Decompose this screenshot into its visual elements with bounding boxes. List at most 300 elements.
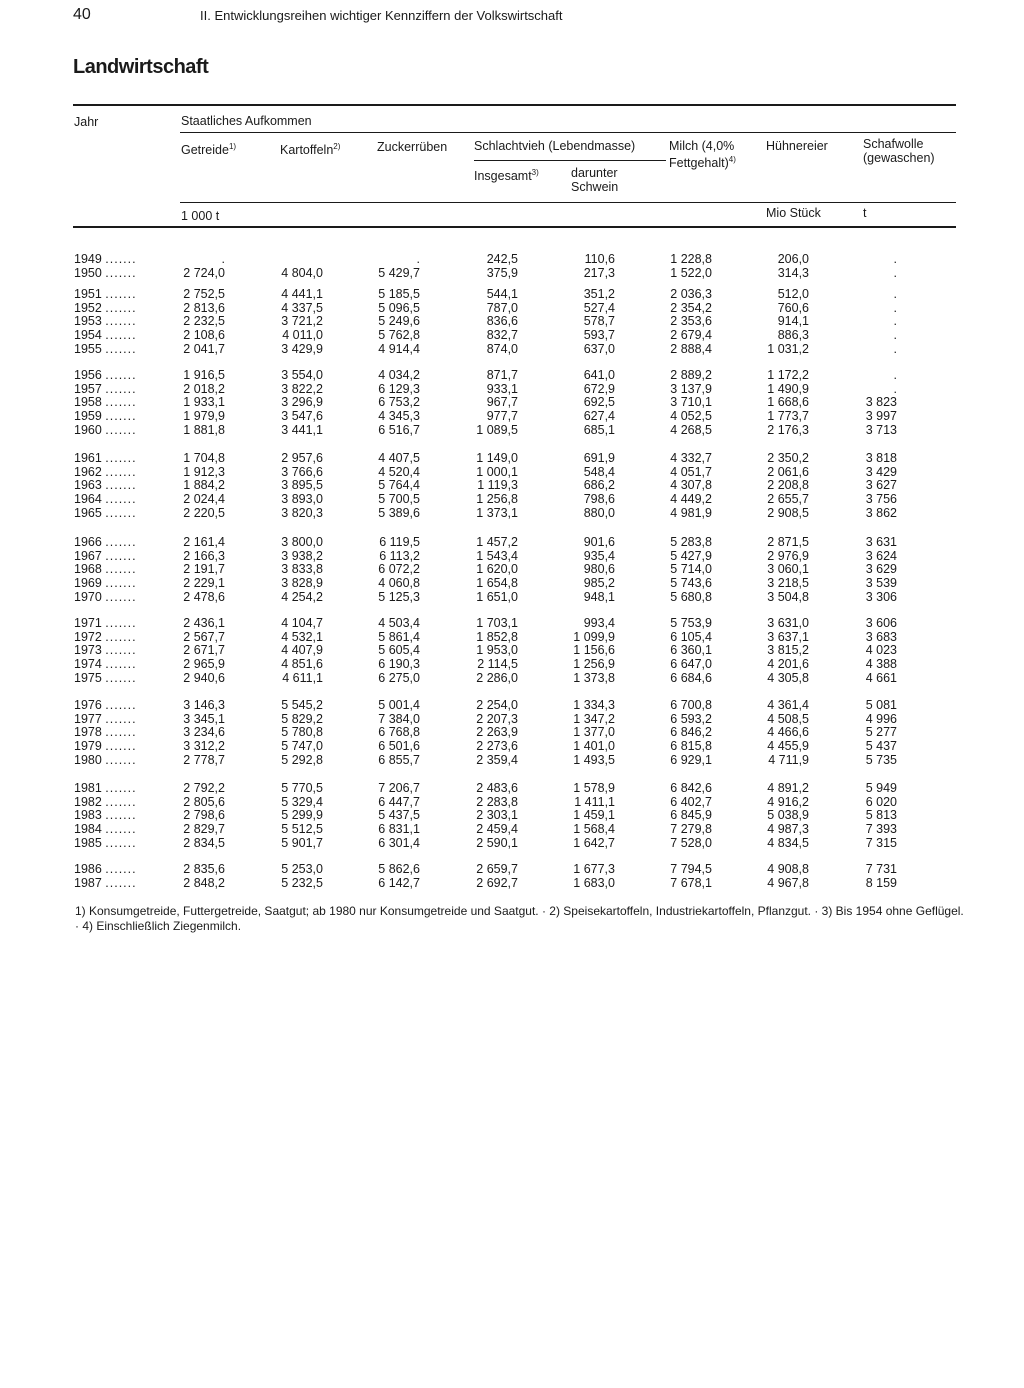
cell-schlachtvieh-insgesamt: 1 953,0 [476,643,518,658]
cell-zuckerrueben: 5 700,5 [378,492,420,507]
cell-getreide: 2 834,5 [183,835,225,850]
footnote-ref-1: 1) [228,142,237,151]
cell-zuckerrueben: 7 206,7 [378,781,420,795]
cell-milch: 5 753,9 [670,616,712,630]
cell-zuckerrueben: 6 190,3 [378,657,420,672]
cell-milch: 6 929,1 [670,752,712,767]
leader-dots: ....... [105,562,137,577]
cell-kartoffeln: 3 296,9 [281,395,323,410]
cell-schafwolle: 3 818 [865,451,897,465]
cell-kartoffeln: 3 547,6 [281,409,323,424]
cell-milch: 6 593,2 [670,711,712,726]
row-year [74,382,137,396]
row-year [74,451,137,465]
cell-schwein: 1 156,6 [573,643,615,658]
row-year [74,423,137,437]
year-label: 1976 [74,698,106,712]
cell-schafwolle: 7 393 [865,822,897,837]
footnote-ref-3: 3) [531,168,539,177]
leader-dots: ....... [105,381,137,396]
cell-zuckerrueben: 6 275,0 [378,670,420,685]
table-row [0,576,1024,590]
cell-schwein: 993,4 [583,616,615,630]
year-label: 1977 [74,711,106,726]
cell-getreide: 2 220,5 [183,505,225,520]
cell-zuckerrueben: 5 125,3 [378,589,420,604]
cell-schlachtvieh-insgesamt: 2 692,7 [476,875,518,890]
cell-schlachtvieh-insgesamt: 1 119,3 [477,478,518,493]
cell-schafwolle: 5 949 [865,781,897,795]
cell-getreide: . [221,252,225,266]
cell-schlachtvieh-insgesamt: 1 000,1 [476,464,518,479]
cell-schafwolle: 4 661 [865,670,897,685]
cell-huehnereier: 760,6 [777,300,809,315]
cell-zuckerrueben: 6 129,3 [378,381,420,396]
cell-milch: 2 354,2 [670,300,712,315]
cell-milch: 6 647,0 [670,657,712,672]
leader-dots: ....... [105,752,137,767]
cell-schafwolle: . [893,381,897,396]
cell-zuckerrueben: . [416,252,420,266]
cell-schafwolle: 3 997 [865,409,897,424]
cell-getreide: 2 829,7 [183,822,225,837]
table-row [0,328,1024,342]
cell-getreide: 2 778,7 [183,752,225,767]
cell-schwein: 692,5 [583,395,615,410]
year-label: 1960 [74,422,106,437]
unit-1000t: 1 000 t [181,209,220,223]
leader-dots: ....... [105,835,137,850]
leader-dots: ....... [105,505,137,520]
cell-schwein: 351,2 [583,287,615,301]
cell-kartoffeln: 5 299,9 [281,808,323,823]
table-row [0,739,1024,753]
leader-dots: ....... [105,464,137,479]
cell-getreide: 2 798,6 [183,808,225,823]
year-label: 1957 [74,381,106,396]
cell-schafwolle: 3 627 [865,478,897,493]
cell-kartoffeln: 5 512,5 [281,822,323,837]
cell-huehnereier: 886,3 [777,328,809,343]
cell-schlachtvieh-insgesamt: 375,9 [486,265,518,280]
year-label: 1986 [74,862,106,876]
row-year [74,643,137,657]
cell-zuckerrueben: 6 831,1 [378,822,420,837]
cell-kartoffeln: 5 253,0 [281,862,323,876]
table-row [0,590,1024,604]
header-jahr: Jahr [74,115,99,129]
cell-zuckerrueben: 5 605,4 [378,643,420,658]
table-row [0,795,1024,809]
cell-schwein: 627,4 [583,409,615,424]
cell-schlachtvieh-insgesamt: 1 703,1 [476,616,518,630]
cell-getreide: 2 805,6 [183,794,225,809]
row-year [74,314,137,328]
cell-kartoffeln: 3 938,2 [281,548,323,563]
year-label: 1953 [74,314,106,329]
cell-zuckerrueben: 6 301,4 [378,835,420,850]
year-label: 1978 [74,725,106,740]
cell-huehnereier: 4 361,4 [767,698,809,712]
table-row [0,535,1024,549]
cell-schafwolle: 3 631 [865,535,897,549]
row-year [74,725,137,739]
row-year [74,506,137,520]
leader-dots: ....... [105,492,137,507]
cell-huehnereier: 4 967,8 [767,875,809,890]
cell-schlachtvieh-insgesamt: 871,7 [486,368,518,382]
table-row [0,657,1024,671]
leader-dots: ....... [105,300,137,315]
cell-zuckerrueben: 6 142,7 [378,875,420,890]
row-year [74,876,137,890]
table-row [0,725,1024,739]
cell-getreide: 2 478,6 [183,589,225,604]
cell-schwein: 637,0 [583,341,615,356]
leader-dots: ....... [105,409,137,424]
header-schwein: darunter Schwein [571,166,619,194]
cell-schafwolle: . [893,341,897,356]
cell-schwein: 901,6 [583,535,615,549]
header-kartoffeln: Kartoffeln$^{2)}$ [280,142,341,158]
cell-milch: 6 846,2 [670,725,712,740]
header-huehnereier: Hühnereier [766,139,828,153]
cell-schafwolle: 7 731 [865,862,897,876]
cell-getreide: 3 312,2 [183,739,225,754]
table-row [0,252,1024,266]
cell-huehnereier: 1 773,7 [767,409,809,424]
row-year [74,301,137,315]
cell-milch: 4 268,5 [670,422,712,437]
cell-getreide: 2 232,5 [183,314,225,329]
table-row [0,549,1024,563]
cell-getreide: 2 166,3 [183,548,225,563]
cell-zuckerrueben: 4 503,4 [378,616,420,630]
leader-dots: ....... [105,368,137,382]
table-row [0,451,1024,465]
cell-milch: 2 889,2 [670,368,712,382]
cell-zuckerrueben: 6 855,7 [378,752,420,767]
cell-schafwolle: . [893,328,897,343]
table-row [0,342,1024,356]
cell-kartoffeln: 4 804,0 [281,265,323,280]
leader-dots: ....... [105,478,137,493]
cell-schlachtvieh-insgesamt: 1 651,0 [476,589,518,604]
cell-milch: 6 842,6 [670,781,712,795]
cell-zuckerrueben: 4 914,4 [378,341,420,356]
row-year [74,368,137,382]
cell-schafwolle: 3 713 [865,422,897,437]
cell-schlachtvieh-insgesamt: 2 273,6 [476,739,518,754]
cell-schwein: 985,2 [583,576,615,591]
table-row [0,423,1024,437]
cell-schwein: 980,6 [583,562,615,577]
leader-dots: ....... [105,341,137,356]
leader-dots: ....... [105,862,137,876]
cell-zuckerrueben: 6 501,6 [378,739,420,754]
cell-zuckerrueben: 6 119,5 [379,535,420,549]
year-label: 1975 [74,670,106,685]
year-label: 1982 [74,794,106,809]
cell-milch: 6 105,4 [670,629,712,644]
cell-zuckerrueben: 6 072,2 [378,562,420,577]
year-label: 1965 [74,505,106,520]
cell-schwein: 1 099,9 [573,629,615,644]
table-row [0,808,1024,822]
row-year [74,328,137,342]
cell-schafwolle: 3 306 [865,589,897,604]
cell-schwein: 1 578,9 [573,781,615,795]
cell-zuckerrueben: 4 407,5 [378,451,420,465]
table-row [0,671,1024,685]
cell-schlachtvieh-insgesamt: 1 457,2 [476,535,518,549]
cell-getreide: 2 567,7 [183,629,225,644]
header-zuckerrueben: Zuckerrüben [377,140,448,154]
row-year [74,252,137,266]
leader-dots: ....... [105,670,137,685]
table-row [0,781,1024,795]
table-row [0,478,1024,492]
cell-getreide: 2 191,7 [183,562,225,577]
header-group: Staatliches Aufkommen [181,114,312,128]
leader-dots: ....... [105,252,137,266]
footnotes: 1) Konsumgetreide, Futtergetreide, Saatgut; ab 1980 nur Konsumgetreide und Saatgut. · 2) Speisekartoffeln, Industriekartoffeln, Pflanzgut. · 3) Bis 1954 ohne Geflügel. · 4) Einschließlich Ziegenmilch. [75,904,964,933]
cell-kartoffeln: 3 554,0 [281,368,323,382]
cell-schafwolle: . [893,300,897,315]
cell-milch: 6 815,8 [670,739,712,754]
leader-dots: ....... [105,643,137,658]
cell-milch: 6 360,1 [670,643,712,658]
cell-schwein: 1 373,8 [573,670,615,685]
leader-dots: ....... [105,711,137,726]
cell-milch: 4 307,8 [670,478,712,493]
table-row [0,382,1024,396]
cell-schlachtvieh-insgesamt: 967,7 [486,395,518,410]
cell-schlachtvieh-insgesamt: 836,6 [486,314,518,329]
year-label: 1979 [74,739,106,754]
cell-schlachtvieh-insgesamt: 1 654,8 [476,576,518,591]
cell-kartoffeln: 4 851,6 [281,657,323,672]
cell-schwein: 1 683,0 [573,875,615,890]
cell-schafwolle: 3 624 [865,548,897,563]
year-label: 1955 [74,341,106,356]
cell-schlachtvieh-insgesamt: 1 852,8 [476,629,518,644]
cell-getreide: 2 835,6 [183,862,225,876]
cell-huehnereier: 206,0 [777,252,809,266]
cell-schafwolle: . [893,287,897,301]
cell-schwein: 578,7 [583,314,615,329]
cell-schwein: 1 411,1 [574,794,615,809]
cell-schlachtvieh-insgesamt: 2 114,5 [477,657,518,672]
cell-schafwolle: 4 996 [865,711,897,726]
row-year [74,465,137,479]
cell-huehnereier: 4 834,5 [767,835,809,850]
cell-zuckerrueben: 5 437,5 [378,808,420,823]
cell-schwein: 548,4 [583,464,615,479]
row-year [74,266,137,280]
cell-zuckerrueben: 6 516,7 [378,422,420,437]
row-year [74,562,137,576]
year-label: 1987 [74,875,106,890]
cell-zuckerrueben: 5 249,6 [378,314,420,329]
cell-schwein: 1 568,4 [573,822,615,837]
row-year [74,590,137,604]
header-schlachtvieh: Schlachtvieh (Lebendmasse) [474,139,636,153]
year-label: 1952 [74,300,106,315]
year-label: 1971 [74,616,106,630]
row-year [74,698,137,712]
cell-huehnereier: 3 637,1 [767,629,809,644]
cell-getreide: 2 671,7 [183,643,225,658]
leader-dots: ....... [105,265,137,280]
table-row [0,266,1024,280]
table-row [0,698,1024,712]
cell-schafwolle: 6 020 [865,794,897,809]
cell-schafwolle: . [893,265,897,280]
cell-getreide: 1 704,8 [183,451,225,465]
cell-huehnereier: 1 668,6 [767,395,809,410]
cell-schlachtvieh-insgesamt: 1 256,8 [476,492,518,507]
cell-schwein: 1 334,3 [573,698,615,712]
row-year [74,795,137,809]
cell-schafwolle: 5 437 [865,739,897,754]
year-label: 1954 [74,328,106,343]
cell-schafwolle: 3 862 [865,505,897,520]
cell-schwein: 641,0 [583,368,615,382]
table-row [0,492,1024,506]
leader-dots: ....... [105,657,137,672]
cell-schlachtvieh-insgesamt: 2 303,1 [476,808,518,823]
leader-dots: ....... [105,616,137,630]
cell-schafwolle: 4 023 [865,643,897,658]
cell-zuckerrueben: 7 384,0 [378,711,420,726]
cell-huehnereier: 2 871,5 [767,535,809,549]
year-label: 1956 [74,368,106,382]
cell-schlachtvieh-insgesamt: 2 590,1 [476,835,518,850]
cell-schlachtvieh-insgesamt: 544,1 [486,287,518,301]
table-row [0,822,1024,836]
cell-schlachtvieh-insgesamt: 2 254,0 [476,698,518,712]
cell-schwein: 217,3 [583,265,615,280]
row-year [74,576,137,590]
cell-milch: 7 678,1 [670,875,712,890]
row-year [74,739,137,753]
cell-milch: 4 981,9 [670,505,712,520]
cell-kartoffeln: 5 780,8 [281,725,323,740]
year-label: 1980 [74,752,106,767]
cell-getreide: 2 108,6 [183,328,225,343]
cell-schafwolle: 3 683 [865,629,897,644]
cell-schlachtvieh-insgesamt: 2 459,4 [476,822,518,837]
cell-schwein: 691,9 [583,451,615,465]
cell-getreide: 1 979,9 [183,409,225,424]
cell-schlachtvieh-insgesamt: 1 149,0 [476,451,518,465]
cell-schwein: 1 642,7 [573,835,615,850]
cell-zuckerrueben: 5 861,4 [378,629,420,644]
cell-zuckerrueben: 5 185,5 [378,287,420,301]
cell-huehnereier: 3 218,5 [767,576,809,591]
cell-schwein: 1 377,0 [573,725,615,740]
cell-huehnereier: 4 916,2 [767,794,809,809]
cell-getreide: 1 916,5 [183,368,225,382]
cell-getreide: 1 881,8 [183,422,225,437]
table-row [0,287,1024,301]
cell-huehnereier: 2 655,7 [767,492,809,507]
cell-schwein: 1 677,3 [573,862,615,876]
cell-kartoffeln: 3 828,9 [281,576,323,591]
cell-milch: 6 402,7 [670,794,712,809]
cell-huehnereier: 4 305,8 [767,670,809,685]
schlachtvieh-rule [474,160,666,161]
year-label: 1985 [74,835,106,850]
table-row [0,368,1024,382]
cell-huehnereier: 914,1 [777,314,809,329]
leader-dots: ....... [105,794,137,809]
cell-schafwolle: 4 388 [865,657,897,672]
cell-schwein: 110,6 [584,252,615,266]
leader-dots: ....... [105,875,137,890]
row-year [74,395,137,409]
cell-huehnereier: 1 172,2 [767,368,809,382]
year-label: 1962 [74,464,106,479]
cell-zuckerrueben: 5 764,4 [378,478,420,493]
cell-schafwolle: 3 429 [865,464,897,479]
cell-schwein: 1 459,1 [573,808,615,823]
table-row [0,465,1024,479]
cell-getreide: 3 234,6 [183,725,225,740]
page-title: Landwirtschaft [73,56,209,78]
cell-milch: 5 743,6 [670,576,712,591]
header-getreide: Getreide$^{1)}$ [181,142,237,158]
cell-schafwolle: 8 159 [865,875,897,890]
row-year [74,808,137,822]
cell-huehnereier: 4 711,9 [768,752,809,767]
cell-milch: 4 052,5 [670,409,712,424]
year-label: 1966 [74,535,106,549]
row-year [74,671,137,685]
cell-getreide: 2 018,2 [183,381,225,396]
cell-huehnereier: 4 455,9 [767,739,809,754]
cell-kartoffeln: 5 747,0 [281,739,323,754]
footnote-ref-2: 2) [333,142,341,151]
year-label: 1984 [74,822,106,837]
cell-kartoffeln: 3 441,1 [281,422,323,437]
cell-kartoffeln: 5 545,2 [281,698,323,712]
table-row [0,395,1024,409]
cell-kartoffeln: 5 329,4 [281,794,323,809]
unit-t: t [863,206,867,220]
year-label: 1967 [74,548,106,563]
cell-schwein: 686,2 [583,478,615,493]
cell-schlachtvieh-insgesamt: 2 207,3 [476,711,518,726]
year-label: 1972 [74,629,106,644]
cell-kartoffeln: 4 011,0 [282,328,323,343]
leader-dots: ....... [105,822,137,837]
table-row [0,506,1024,520]
cell-schlachtvieh-insgesamt: 2 483,6 [476,781,518,795]
cell-kartoffeln: 4 407,9 [281,643,323,658]
cell-zuckerrueben: 6 447,7 [378,794,420,809]
cell-huehnereier: 3 504,8 [767,589,809,604]
leader-dots: ....... [105,698,137,712]
table-row [0,409,1024,423]
cell-schlachtvieh-insgesamt: 2 659,7 [476,862,518,876]
cell-zuckerrueben: 5 389,6 [378,505,420,520]
leader-dots: ....... [105,395,137,410]
year-label: 1983 [74,808,106,823]
header-bottom-rule [73,226,956,228]
leader-dots: ....... [105,589,137,604]
